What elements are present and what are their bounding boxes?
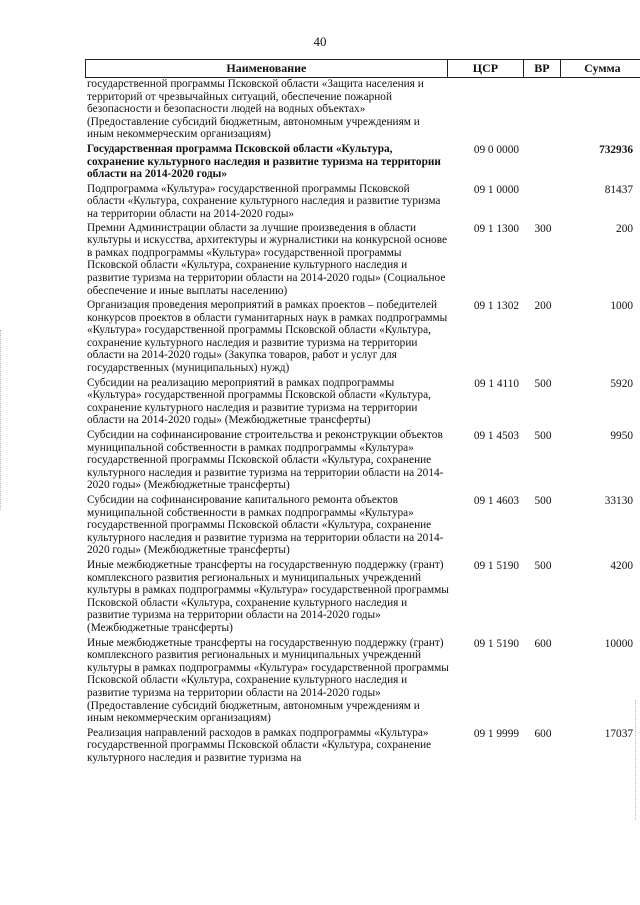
cell-sum: 4200 [610, 559, 633, 572]
cell-sum: 5920 [610, 377, 633, 390]
cell-csr: 09 1 4603 [473, 495, 519, 507]
scan-edge-mark [0, 330, 7, 510]
header-vr: ВР [523, 60, 560, 77]
cell-csr: 09 1 9999 [473, 727, 519, 740]
table-row [85, 143, 640, 181]
cell-name: Государственная программа Псковской области «Культура, сохранение культурного наследия и развитие туризма на территории области на 2014-2020 годы» [87, 142, 441, 181]
cell-vr: 500 [534, 377, 552, 390]
cell-name: Субсидии на реализацию мероприятий в рамках подпрограммы «Культура» государственной программы Псковской области «Культура, сохранение культурного наследия и развитие туризма на территории области на 2014-2020 годы» (Межбюджетные трансферты) [87, 376, 431, 427]
table-row [85, 183, 640, 221]
cell-vr: 200 [534, 300, 552, 313]
cell-csr: 09 1 5190 [473, 559, 519, 572]
cell-vr: 500 [534, 495, 552, 507]
cell-name: Иные межбюджетные трансферты на государственную поддержку (грант) комплексного развития региональных и муниципальных учреждений культуры в рамках подпрограммы «Культура» государственной программы Псковской области «Культура, сохранение культурного наследия и развитие туризма на территории области на 2014-2020 годы» (Межбюджетные трансферты) [87, 558, 449, 634]
cell-csr: 09 1 0000 [473, 183, 519, 196]
table-row [85, 78, 640, 141]
cell-sum: 732936 [599, 143, 633, 156]
cell-sum: 9950 [610, 430, 633, 443]
header-name: Наименование [85, 60, 447, 77]
cell-csr: 09 1 1302 [473, 300, 519, 313]
table-body [85, 78, 640, 764]
table-row [85, 222, 640, 298]
cell-name: Реализация направлений расходов в рамках подпрограммы «Культура» государственной программы Псковской области «Культура, сохранение культурного наследия и развитие туризма на [87, 726, 432, 764]
cell-vr: 500 [534, 559, 552, 572]
cell-name: государственной программы Псковской области «Защита населения и территорий от чрезвычайных ситуаций, обеспечение пожарной безопасности и безопасности людей на водных объектах» (Предоставление субсидий бюджетным, автономным учреждениям и иным некоммерческим организациям) [87, 78, 424, 141]
cell-csr: 09 1 4110 [474, 377, 519, 390]
table-row [85, 494, 640, 557]
cell-name: Субсидии на софинансирование капитального ремонта объектов муниципальной собственности в рамках подпрограммы «Культура» государственной программы Псковской области «Культура, сохранение культурного наследия и развитие туризма на территории области на 2014-2020 годы» (Межбюджетные трансферты) [87, 494, 444, 557]
cell-vr: 300 [534, 222, 552, 235]
table-row [85, 637, 640, 725]
table-row [85, 559, 640, 635]
cell-vr [525, 78, 561, 141]
cell-name: Подпрограмма «Культура» государственной программы Псковской области «Культура, сохранение культурного наследия и развитие туризма на территории области на 2014-2020 годы» [87, 182, 441, 220]
header-sum: Сумма [560, 60, 640, 77]
cell-csr: 09 0 0000 [473, 143, 519, 156]
cell-sum [561, 78, 640, 141]
budget-table [85, 59, 640, 764]
cell-name: Иные межбюджетные трансферты на государственную поддержку (грант) комплексного развития региональных и муниципальных учреждений культуры в рамках подпрограммы «Культура» государственной программы Псковской области «Культура, сохранение культурного наследия и развитие туризма на территории области на 2014-2020 годы» (Предоставление субсидий бюджетным, автономным учреждениям и иным некоммерческим организациям) [87, 636, 449, 725]
cell-sum: 1000 [610, 300, 633, 313]
table-row [85, 377, 640, 427]
cell-sum: 17037 [604, 727, 633, 740]
cell-csr: 09 1 4503 [473, 430, 519, 443]
header-csr: ЦСР [447, 60, 523, 77]
cell-name: Субсидии на софинансирование строительства и реконструкции объектов муниципальной собственности в рамках подпрограммы «Культура» государственной программы Псковской области «Культура, сохранение культурного наследия и развитие туризма на территории области на 2014-2020 годы» (Межбюджетные трансферты) [87, 429, 444, 492]
cell-sum: 33130 [604, 495, 633, 507]
cell-sum: 200 [616, 222, 633, 235]
table-row [85, 727, 640, 765]
cell-sum: 81437 [604, 183, 633, 196]
cell-name: Организация проведения мероприятий в рамках проектов – победителей конкурсов проектов в области гуманитарных наук в рамках подпрограммы «Культура» государственной программы Псковской области «Культура, сохранение культурного наследия и развитие туризма на территории области на 2014-2020 годы» (Закупка товаров, работ и услуг для государственных (муниципальных) нужд) [87, 299, 448, 375]
cell-vr: 600 [534, 637, 552, 650]
cell-csr: 09 1 5190 [473, 637, 519, 650]
cell-vr: 600 [534, 727, 552, 740]
cell-vr [525, 183, 561, 221]
table-row [85, 299, 640, 375]
scan-edge-mark [631, 700, 636, 820]
table-header [85, 59, 640, 78]
cell-csr: 09 1 1300 [473, 222, 519, 235]
cell-csr [449, 78, 525, 141]
cell-name: Премии Администрации области за лучшие произведения в области культуры и искусства, архитектуры и журналистики на конкурсной основе в рамках подпрограммы «Культура» государственной программы Псковской области «Культура, сохранение культурного наследия и развитие туризма на территории области на 2014-2020 годы» (Социальное обеспечение и иные выплаты населению) [87, 221, 447, 297]
cell-sum: 10000 [604, 637, 633, 650]
cell-vr [525, 143, 561, 181]
page-number: 40 [313, 34, 327, 49]
cell-vr: 500 [534, 430, 552, 443]
table-row [85, 429, 640, 492]
